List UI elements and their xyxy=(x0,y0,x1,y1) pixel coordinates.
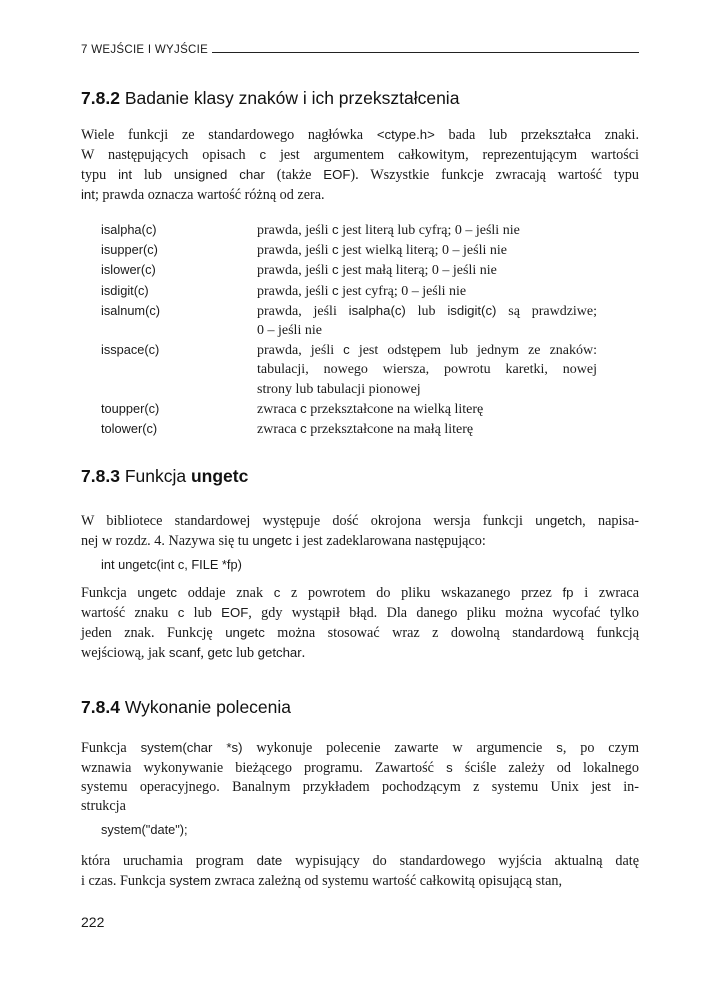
text-run: (także xyxy=(264,167,324,183)
text-run: Funkcja xyxy=(81,740,141,756)
text-line xyxy=(257,220,597,240)
section-heading-7-8-3 xyxy=(81,466,248,487)
text-run: jest literą lub cyfrą; 0 – jeśli nie xyxy=(338,223,520,238)
section-title: Badanie klasy znaków i ich przekształcenia xyxy=(124,88,460,108)
running-title: 7 WEJŚCIE I WYJŚCIE xyxy=(81,44,209,56)
text-run: ). Wszystkie funkcje zwracają wartość typu xyxy=(350,167,639,183)
text-run: W bibliotece standardowej występuje dość okrojona wersja funkcji xyxy=(81,513,536,529)
text-line xyxy=(257,281,597,301)
text-line xyxy=(257,301,597,321)
function-description xyxy=(257,220,597,240)
text-run: jest argumentem całkowitym, reprezentującym wartości xyxy=(266,147,639,163)
function-name: isupper(c) xyxy=(101,242,158,258)
function-name: tolower(c) xyxy=(101,421,158,437)
text-run: jest małą literą; 0 – jeśli nie xyxy=(338,263,497,279)
text-line xyxy=(81,623,639,643)
text-run: typu xyxy=(81,167,119,183)
function-entry xyxy=(101,340,639,399)
text-run: lub xyxy=(405,303,448,319)
code-term: s xyxy=(446,760,453,775)
text-run: wejściową, jak xyxy=(81,645,169,661)
page-number: 222 xyxy=(81,914,105,930)
text-run: bada lub przekształca znaki. xyxy=(434,127,640,143)
code-term: system(char *s) xyxy=(140,740,243,755)
header-rule xyxy=(212,52,639,53)
text-run: ; prawda oznacza wartość różną od zera. xyxy=(94,187,325,203)
function-description xyxy=(257,260,597,280)
code-term: c xyxy=(332,262,339,278)
section-number: 7.8.2 xyxy=(81,88,120,108)
function-entry xyxy=(101,399,639,419)
text-line xyxy=(81,531,639,551)
function-entry xyxy=(101,301,639,340)
section-title-keyword: ungetc xyxy=(190,466,249,486)
ctype-function-list xyxy=(101,220,639,439)
text-run: i jest zadeklarowana następująco: xyxy=(291,533,486,549)
text-run: zwraca xyxy=(257,422,301,438)
code-term: c xyxy=(177,605,185,620)
text-line xyxy=(81,738,639,758)
text-run: wykonuje polecenie zawarte w argumencie xyxy=(242,740,557,756)
text-line xyxy=(81,185,639,205)
code-term: <ctype.h> xyxy=(376,127,435,142)
code-term: EOF xyxy=(323,167,351,182)
section-title: Wykonanie polecenia xyxy=(124,697,292,717)
text-line xyxy=(81,797,639,816)
function-name: isdigit(c) xyxy=(101,282,149,298)
text-line xyxy=(257,360,597,379)
text-run: która uruchamia program xyxy=(81,853,257,869)
text-run: , po czym xyxy=(562,740,639,756)
text-run: i czas. Funkcja xyxy=(81,873,170,889)
text-line xyxy=(81,871,639,891)
text-line xyxy=(257,419,597,439)
code-term: c xyxy=(273,585,281,600)
function-name: isspace(c) xyxy=(101,342,160,358)
text-line xyxy=(257,260,597,280)
code-term: ungetch xyxy=(535,513,583,528)
text-line xyxy=(257,399,597,419)
text-line xyxy=(81,125,639,145)
code-term: ungetc xyxy=(252,533,292,548)
code-term: EOF xyxy=(221,605,249,620)
function-entry xyxy=(101,419,639,439)
text-line xyxy=(257,340,597,360)
text-run: lub xyxy=(232,645,258,661)
text-run: wznawia wykonywanie bieżącego programu. Zawartość xyxy=(81,760,447,776)
text-run: W następujących opisach xyxy=(81,147,260,163)
code-term: date xyxy=(256,853,283,868)
text-line xyxy=(81,145,639,165)
function-description xyxy=(257,340,597,399)
text-run: zwraca zależną od systemu wartość całkowitą opisującą stan, xyxy=(211,873,563,889)
function-description xyxy=(257,419,597,439)
function-description xyxy=(257,240,597,260)
text-run: , napisa- xyxy=(582,513,639,529)
function-entry xyxy=(101,240,639,260)
text-line xyxy=(81,511,639,531)
text-run: strukcja xyxy=(81,798,126,814)
text-run: jest wielką literą; 0 – jeśli nie xyxy=(338,243,507,259)
text-line xyxy=(81,583,639,603)
section-title: Funkcja xyxy=(124,466,191,486)
text-run: są prawdziwe; xyxy=(496,303,598,319)
code-term: getchar xyxy=(257,645,302,660)
code-term: isdigit(c) xyxy=(447,302,497,318)
text-line xyxy=(81,165,639,185)
text-run: lub xyxy=(184,605,222,621)
text-run: przekształcone na małą literę xyxy=(306,422,474,438)
text-run: ściśle zależy od lokalnego xyxy=(452,760,639,776)
text-run: prawda, jeśli xyxy=(257,263,333,279)
text-run: strony lub tabulacji pionowej xyxy=(257,381,421,397)
text-run: 0 – jeśli nie xyxy=(257,323,322,339)
function-name: isalnum(c) xyxy=(101,302,161,318)
text-run: prawda, jeśli xyxy=(257,343,344,359)
code-term: c xyxy=(300,400,307,416)
function-name: toupper(c) xyxy=(101,400,160,416)
section-heading-7-8-4 xyxy=(81,697,291,718)
function-name: isalpha(c) xyxy=(101,222,157,237)
code-term: isalpha(c) xyxy=(348,302,406,318)
function-entry xyxy=(101,260,639,280)
text-run: prawda, jeśli xyxy=(257,243,333,259)
code-term: c xyxy=(332,242,339,258)
text-line xyxy=(257,321,597,340)
text-line xyxy=(257,240,597,260)
text-run: przekształcone na wielką literę xyxy=(306,401,484,417)
text-run: . xyxy=(301,645,306,661)
text-run: Wiele funkcji ze standardowego nagłówka xyxy=(81,127,377,143)
text-run: oddaje znak xyxy=(177,585,274,601)
section-number: 7.8.3 xyxy=(81,466,120,486)
code-term: getc xyxy=(207,645,233,660)
code-term: c xyxy=(300,421,307,437)
text-run: wypisujący do standardowego wyjścia aktualną datę xyxy=(282,853,639,869)
text-run: prawda, jeśli xyxy=(257,283,333,299)
running-header xyxy=(81,44,639,56)
section-number: 7.8.4 xyxy=(81,697,120,717)
text-run: nej w rozdz. 4. Nazywa się tu xyxy=(81,533,253,549)
code-term: fp xyxy=(562,585,574,600)
text-line xyxy=(81,603,639,623)
code-term: ungetc xyxy=(225,625,265,640)
text-run: i zwraca xyxy=(573,585,639,601)
code-term: scanf xyxy=(168,645,201,660)
text-line xyxy=(81,778,639,797)
code-term: ungetc xyxy=(137,585,178,600)
code-term: c xyxy=(332,282,339,298)
function-entry xyxy=(101,220,639,240)
paragraph-ungetc-description xyxy=(81,583,639,663)
text-line xyxy=(81,643,639,663)
function-entry xyxy=(101,281,639,301)
paragraph-ctype-intro xyxy=(81,125,639,205)
text-run: jeden znak. Funkcję xyxy=(81,625,226,641)
text-run: zwraca xyxy=(257,401,301,417)
code-term: s xyxy=(556,740,563,755)
text-run: lub xyxy=(132,167,174,183)
text-run: wartość znaku xyxy=(81,605,178,621)
text-run: jest cyfrą; 0 – jeśli nie xyxy=(338,283,467,299)
function-description xyxy=(257,281,597,301)
text-run: Funkcja xyxy=(81,585,138,601)
paragraph-system-description xyxy=(81,851,639,891)
text-run: jest odstępem lub jednym ze znaków: xyxy=(349,343,597,359)
code-term: c xyxy=(259,147,267,162)
code-system-date: system("date"); xyxy=(101,822,188,837)
text-run: systemu operacyjnego. Banalnym przykładem pochodzącym z systemu Unix jest in- xyxy=(81,779,639,795)
function-name: islower(c) xyxy=(101,262,156,278)
section-heading-7-8-2 xyxy=(81,88,459,109)
code-term: c xyxy=(343,342,350,358)
code-term: int xyxy=(81,187,95,202)
text-run: tabulacji, nowego wiersza, powrotu karetki, nowej xyxy=(257,362,597,378)
text-line xyxy=(257,380,597,399)
paragraph-system-intro xyxy=(81,738,639,816)
text-line xyxy=(81,758,639,778)
code-ungetc-declaration: int ungetc(int c, FILE *fp) xyxy=(101,557,242,572)
paragraph-ungetc-intro xyxy=(81,511,639,551)
text-run: , gdy wystąpił błąd. Dla danego pliku można wycofać tylko xyxy=(248,605,639,621)
code-term: unsigned char xyxy=(173,167,265,182)
text-run: można stosować wraz z dowolną standardową funkcją xyxy=(264,625,639,641)
text-run: , xyxy=(200,645,208,661)
text-run: prawda, jeśli xyxy=(257,303,349,319)
code-term: c xyxy=(332,222,339,237)
text-run: z powrotem do pliku wskazanego przez xyxy=(280,585,563,601)
function-description xyxy=(257,301,597,340)
function-description xyxy=(257,399,597,419)
text-line xyxy=(81,851,639,871)
code-term: system xyxy=(169,873,212,888)
text-run: prawda, jeśli xyxy=(257,223,333,238)
code-term: int xyxy=(118,167,132,182)
